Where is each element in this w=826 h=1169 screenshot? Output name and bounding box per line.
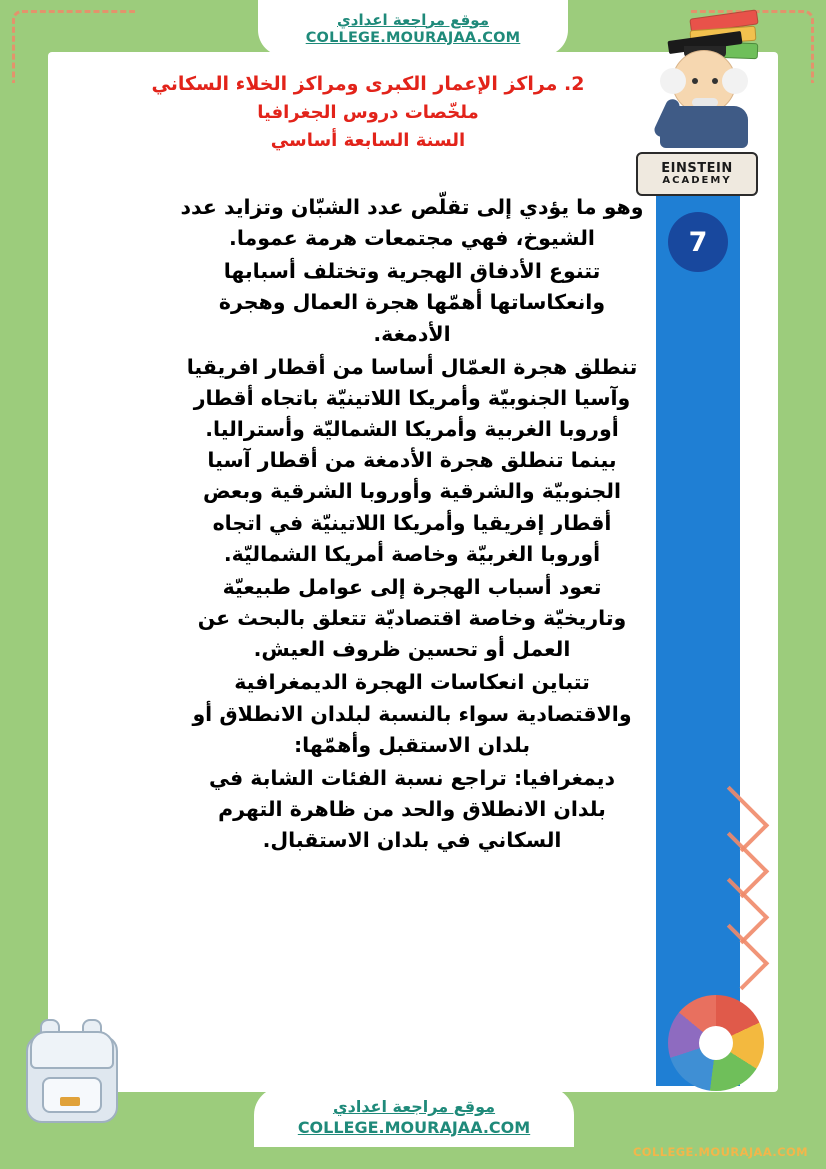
- education-icons-circle: [668, 995, 764, 1091]
- footer-site-url[interactable]: COLLEGE.MOURAJAA.COM: [297, 1118, 531, 1137]
- page-level: السنة السابعة أساسي: [270, 130, 466, 152]
- header-banner: [258, 0, 568, 56]
- footer-site-name: موقع مراجعة اعدادي: [332, 1097, 496, 1116]
- paragraph: تنطلق هجرة العمّال أساسا من أقطار افريقيا وآسيا الجنوبيّة وأمريكا اللاتينيّة باتجاه أقطار أوروبا الغربية وأمريكا الشماليّة وأستراليا. بينما تنطلق هجرة الأدمغة من أقطار آسيا الجنوبيّة والشرقية وأوروبا الشرقية وبعض أقطار إفريقيا وأمريكا اللاتينيّة في اتجاه أوروبا الغربيّة وخاصة أمريكا الشماليّة.: [186, 354, 638, 566]
- paragraph: تتباين انعكاسات الهجرة الديمغرافية والاقتصادية سواء بالنسبة لبلدان الانطلاق أو بلدان الاستقبل وأهمّها:: [192, 670, 632, 757]
- page-title-block: [88, 70, 648, 156]
- backpack-illustration: [16, 1013, 126, 1133]
- paragraph: تتنوع الأدفاق الهجرية وتختلف أسبابها وانعكاساتها أهمّها هجرة العمال وهجرة الأدمغة.: [218, 259, 606, 346]
- page-number-badge: 7: [668, 212, 728, 272]
- chevron-icon: [703, 924, 769, 990]
- paragraph: تعود أسباب الهجرة إلى عوامل طبيعيّة وتاريخيّة وخاصة اقتصاديّة تتعلق بالبحث عن العمل أو تحسين ظروف العيش.: [197, 574, 627, 662]
- header-site-url[interactable]: COLLEGE.MOURAJAA.COM: [305, 29, 521, 46]
- academy-nameplate: [636, 152, 758, 196]
- page-title: 2. مراكز الإعمار الكبرى ومراكز الخلاء السكاني: [151, 73, 585, 95]
- academy-subtitle: ACADEMY: [662, 174, 732, 186]
- academy-name: EINSTEIN: [661, 160, 733, 176]
- footer-banner: [254, 1087, 574, 1147]
- einstein-academy-illustration: [634, 6, 764, 196]
- header-site-name: موقع مراجعة اعدادي: [337, 10, 489, 29]
- footer-watermark: COLLEGE.MOURAJAA.COM: [632, 1145, 808, 1159]
- page-subtitle: ملخّصات دروس الجغرافيا: [257, 101, 479, 123]
- paragraph: وهو ما يؤدي إلى تقلّص عدد الشبّان وتزايد عدد الشيوخ، فهي مجتمعات هرمة عموما.: [180, 195, 644, 251]
- paragraph: ديمغرافيا: تراجع نسبة الفئات الشابة في بلدان الانطلاق والحد من ظاهرة التهرم السكاني في بلدان الاستقبال.: [208, 765, 616, 853]
- lesson-body: [180, 192, 644, 858]
